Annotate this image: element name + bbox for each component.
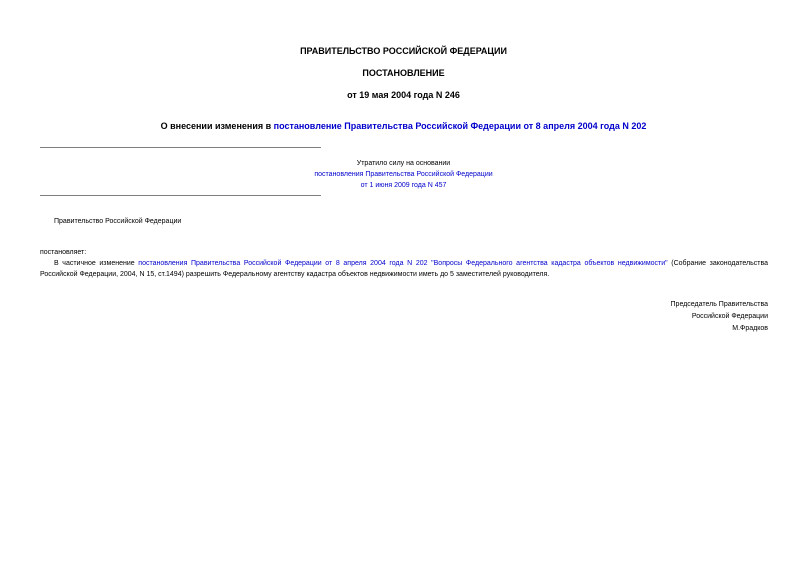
signature-organization: Российской Федерации [691,313,768,320]
status-note-decree-link[interactable]: постановления Правительства Российской Федерации [314,171,493,178]
status-note-date-link[interactable]: от 1 июня 2009 года N 457 [360,182,447,189]
status-note [0,158,807,191]
status-bottom-divider [40,195,321,196]
title-amended-decree-link[interactable]: постановление Правительства Российской Федерации от 8 апреля 2004 года N 202 [273,121,647,131]
government-heading: ПРАВИТЕЛЬСТВО РОССИЙСКОЙ ФЕДЕРАЦИИ [300,46,507,56]
date-number-heading: от 19 мая 2004 года N 246 [347,90,460,100]
signature-name: М.Фрадков [732,325,768,332]
title-prefix: О внесении изменения в [160,121,274,131]
paragraph-decree-link[interactable]: постановления Правительства Российской Федерации от 8 апреля 2004 года N 202 "Вопросы Федерального агентства кадастра объектов недвижимости" [138,260,668,267]
main-paragraph [40,259,768,280]
document-title [0,121,807,132]
paragraph-prefix: В частичное изменение [54,260,139,267]
preamble-text: Правительство Российской Федерации [54,218,182,225]
signature-position: Председатель Правительства [670,301,768,308]
signature-block [671,299,768,335]
status-note-text: Утратило силу на основании [356,160,451,167]
status-top-divider [40,147,321,148]
document-type-heading: ПОСТАНОВЛЕНИЕ [362,68,445,78]
resolves-text: постановляет: [40,249,87,256]
paragraph-suffix: (Собрание законодательства Российской Федерации, 2004, N 15, ст.1494) разрешить Федеральному агентству кадастра объектов недвижимости иметь до 5 заместителей руководителя. [40,260,768,278]
